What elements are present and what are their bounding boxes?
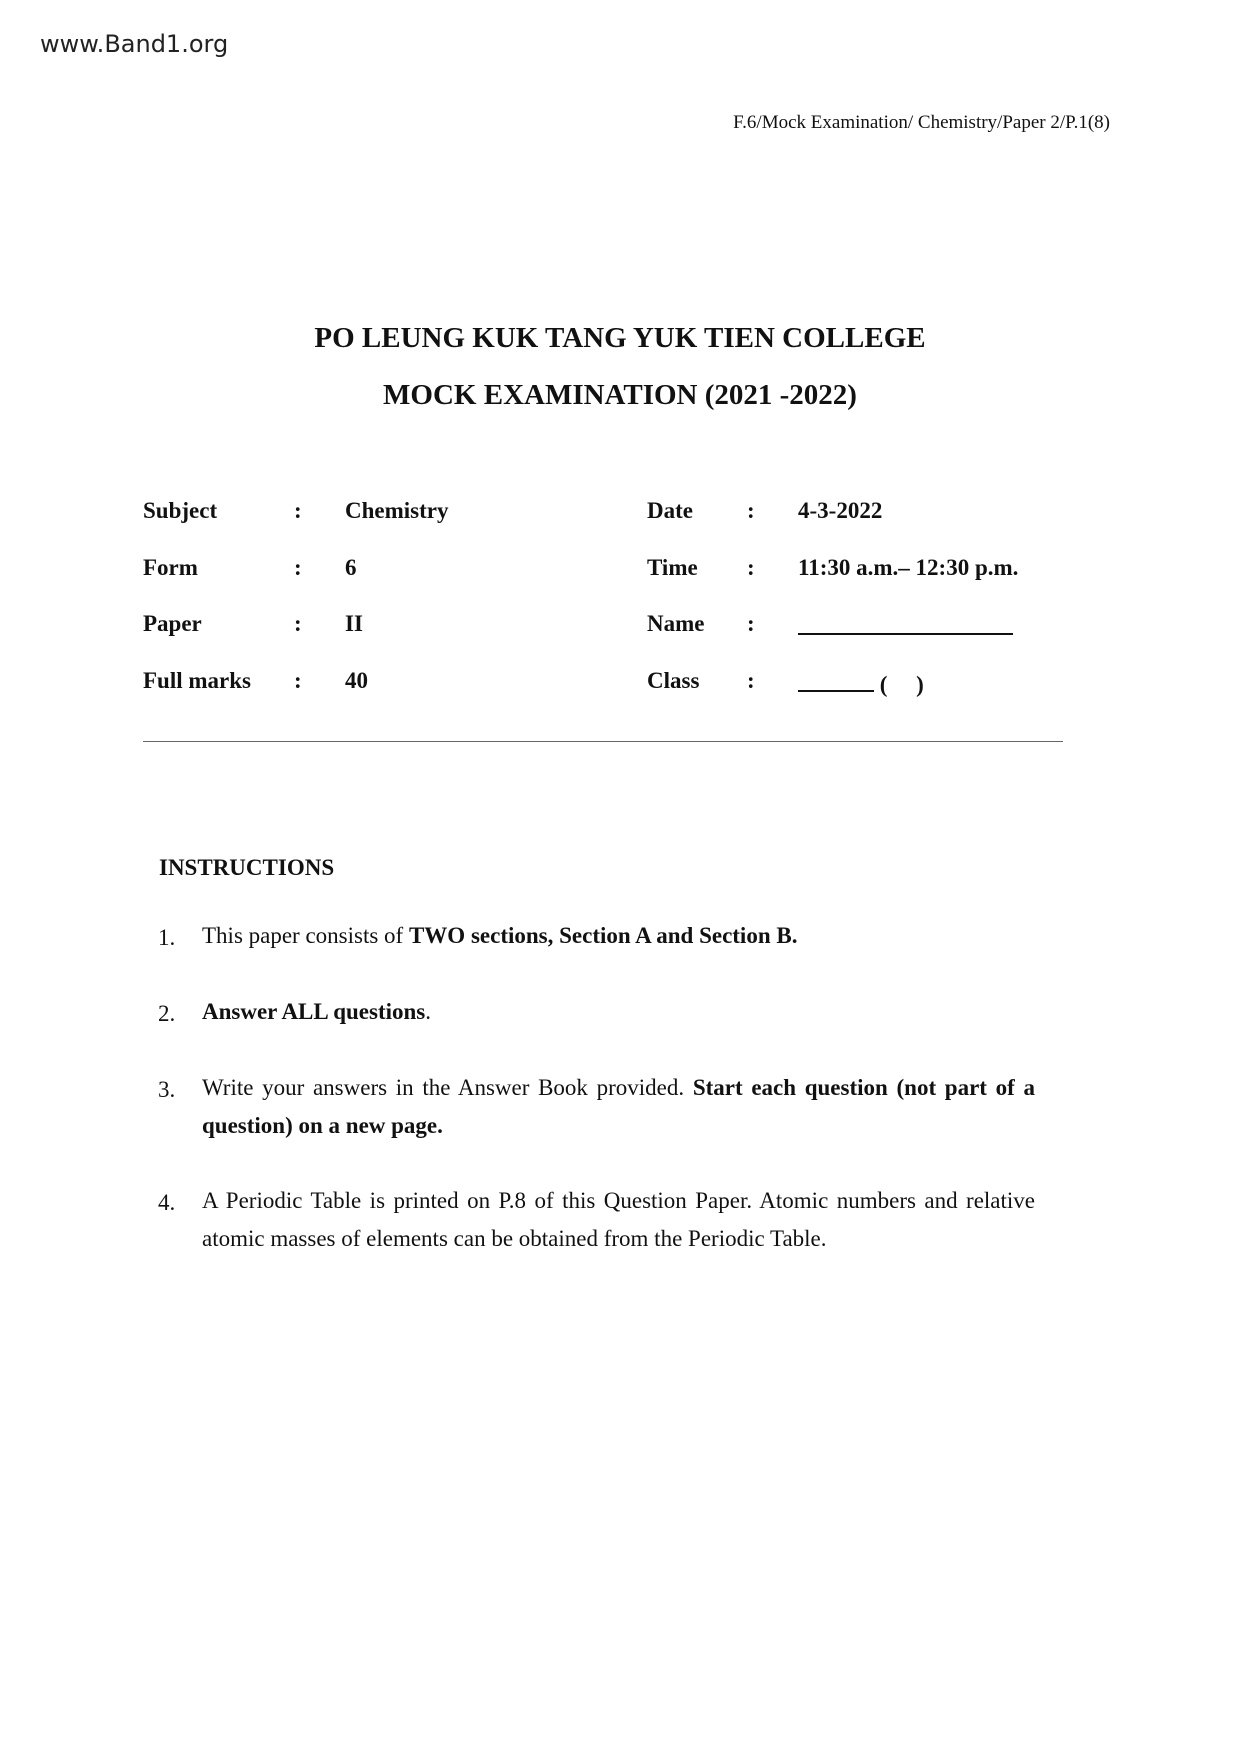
watermark: www.Band1.org [40,30,229,58]
date-value: 4-3-2022 [798,498,883,523]
name-label: Name [647,611,705,636]
paper-label: Paper [143,611,202,636]
item-text: A Periodic Table is printed on P.8 of this Question Paper. Atomic numbers and relative atomic masses of elements can be obtained from the Periodic Table. [202,1188,1035,1251]
instructions-heading: INSTRUCTIONS [159,855,335,880]
item-number: 1. [158,925,176,950]
divider [143,741,1063,742]
colon: : [747,668,755,693]
class-label: Class [647,668,700,693]
class-number: ( ) [879,672,924,697]
colon: : [747,611,755,636]
class-line [798,668,874,692]
item-number: 3. [158,1077,176,1102]
colon: : [294,555,302,580]
form-label: Form [143,555,198,580]
item-bold-text: TWO sections, Section A and Section B. [408,923,798,948]
colon: : [294,498,302,523]
item-text: . [425,999,432,1024]
item-text: This paper consists of [202,923,409,948]
colon: : [747,498,755,523]
item-bold-text: Start each question (not part of a question) on a new page. [202,1075,1035,1138]
time-value: 11:30 a.m.– 12:30 p.m. [798,555,1019,580]
full-marks-label: Full marks [143,668,251,693]
item-number: 4. [158,1190,176,1215]
class-blank[interactable] [798,668,924,698]
page-header: F.6/Mock Examination/ Chemistry/Paper 2/P.1(8) [733,112,1110,133]
exam-title: MOCK EXAMINATION (2021 -2022) [383,379,857,411]
colon: : [747,555,755,580]
time-label: Time [647,555,698,580]
form-value: 6 [345,555,357,580]
item-number: 2. [158,1001,176,1026]
name-blank[interactable] [798,611,1013,641]
item-text: Write your answers in the Answer Book provided. [202,1075,693,1100]
item-bold-text: Answer ALL questions [202,999,426,1024]
name-line [798,611,1013,635]
subject-label: Subject [143,498,218,523]
full-marks-value: 40 [345,668,368,693]
colon: : [294,668,302,693]
date-label: Date [647,498,693,523]
paper-value: II [345,611,363,636]
school-name: PO LEUNG KUK TANG YUK TIEN COLLEGE [314,322,926,354]
subject-value: Chemistry [345,498,449,523]
colon: : [294,611,302,636]
